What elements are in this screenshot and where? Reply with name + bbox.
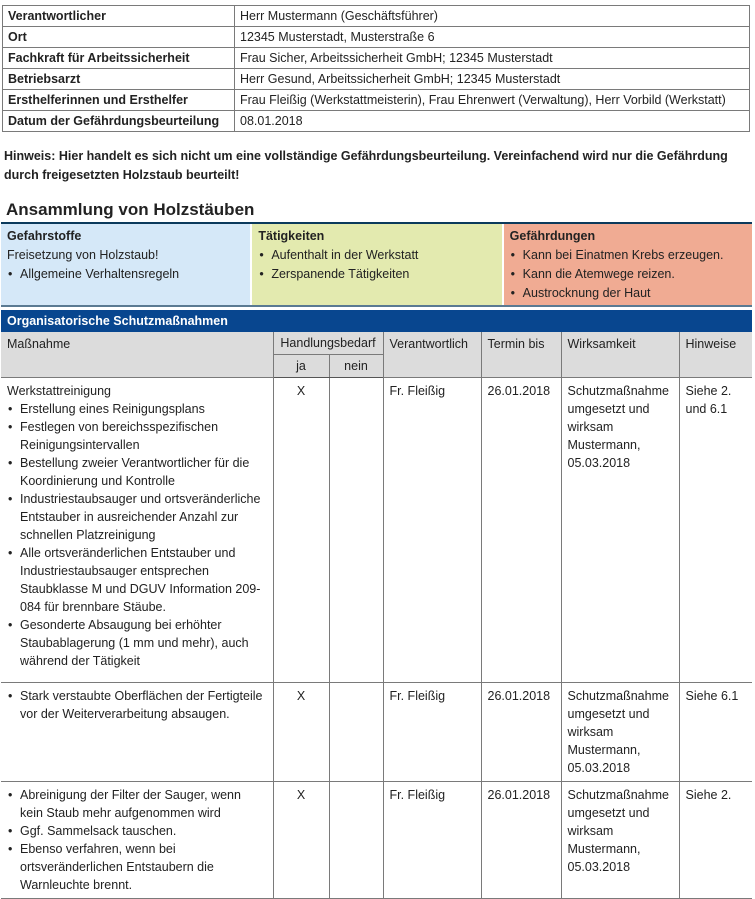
- measure-item: • Industriestaubsauger und ortsveränderliche Entstauber in ausreichender Anzahl zur schnellen Platzreinigung: [7, 490, 267, 544]
- info-row-betriebsarzt: [3, 69, 750, 90]
- measure-cell: [1, 683, 273, 782]
- table-row: [1, 683, 752, 782]
- wirksamkeit-cell: Schutzmaßnahme umgesetzt und wirksam Mustermann, 05.03.2018: [561, 782, 679, 899]
- measures-table: [1, 332, 752, 899]
- hinweise-cell: Siehe 2. und 6.1: [679, 378, 752, 683]
- nein-cell: [329, 683, 383, 782]
- category-title: Gefahrstoffe: [7, 229, 82, 243]
- verantwortlich-cell: Fr. Fleißig: [383, 683, 481, 782]
- info-value: Frau Fleißig (Werkstattmeisterin), Frau Ehrenwert (Verwaltung), Herr Vorbild (Werkstatt): [235, 90, 750, 111]
- verantwortlich-cell: Fr. Fleißig: [383, 378, 481, 683]
- info-value: Herr Gesund, Arbeitssicherheit GmbH; 12345 Musterstadt: [235, 69, 750, 90]
- table-row: [1, 378, 752, 683]
- termin-cell: 26.01.2018: [481, 378, 561, 683]
- category-item: • Aufenthalt in der Werkstatt: [258, 246, 495, 265]
- measure-item: • Stark verstaubte Oberflächen der Fertigteile vor der Weiterverarbeitung absaugen.: [7, 687, 267, 723]
- measure-cell: [1, 378, 273, 683]
- measure-item: • Erstellung eines Reinigungsplans: [7, 400, 267, 418]
- category-boxes: [1, 222, 752, 307]
- info-label: Betriebsarzt: [3, 69, 235, 90]
- ja-cell: X: [273, 683, 329, 782]
- category-text: Freisetzung von Holzstaub!: [7, 248, 159, 262]
- info-label: Datum der Gefährdungsbeurteilung: [3, 111, 235, 132]
- info-row-verantwortlicher: [3, 6, 750, 27]
- info-value: Herr Mustermann (Geschäftsführer): [235, 6, 750, 27]
- nein-cell: [329, 782, 383, 899]
- section-title: Ansammlung von Holzstäuben: [6, 200, 255, 219]
- category-gefahrstoffe: [1, 224, 250, 307]
- category-item: • Kann bei Einatmen Krebs erzeugen.: [510, 246, 746, 265]
- category-item: • Austrocknung der Haut: [510, 284, 746, 303]
- category-item: • Zerspanende Tätigkeiten: [258, 265, 495, 284]
- col-massnahme: Maßnahme: [1, 332, 273, 378]
- col-handlungsbedarf: Handlungsbedarf: [273, 332, 383, 355]
- info-value: Frau Sicher, Arbeitssicherheit GmbH; 12345 Musterstadt: [235, 48, 750, 69]
- measure-item: • Gesonderte Absaugung bei erhöhter Staubablagerung (1 mm und mehr), auch während der Tätigkeit: [7, 616, 267, 670]
- measure-cell: [1, 782, 273, 899]
- nein-cell: [329, 378, 383, 683]
- termin-cell: 26.01.2018: [481, 782, 561, 899]
- info-value: 08.01.2018: [235, 111, 750, 132]
- info-row-fachkraft: [3, 48, 750, 69]
- table-row: [1, 782, 752, 899]
- category-divider: [1, 305, 752, 307]
- ja-cell: X: [273, 782, 329, 899]
- info-label: Verantwortlicher: [3, 6, 235, 27]
- col-wirksamkeit: Wirksamkeit: [561, 332, 679, 378]
- measure-item: • Bestellung zweier Verantwortlicher für die Koordinierung und Kontrolle: [7, 454, 267, 490]
- hinweise-cell: Siehe 2.: [679, 782, 752, 899]
- measure-item: • Ebenso verfahren, wenn bei ortsveränderlichen Entstaubern die Warnleuchte brennt.: [7, 840, 267, 894]
- measure-item: • Ggf. Sammelsack tauschen.: [7, 822, 267, 840]
- measures-title-bar: Organisatorische Schutzmaßnahmen: [1, 310, 752, 332]
- col-verantwortlich: Verantwortlich: [383, 332, 481, 378]
- info-label: Ort: [3, 27, 235, 48]
- category-item: • Allgemeine Verhaltensregeln: [7, 265, 244, 284]
- category-title: Gefährdungen: [509, 229, 596, 243]
- measure-item: • Abreinigung der Filter der Sauger, wenn kein Staub mehr aufgenommen wird: [7, 786, 267, 822]
- termin-cell: 26.01.2018: [481, 683, 561, 782]
- category-title: Tätigkeiten: [258, 229, 325, 243]
- col-termin: Termin bis: [481, 332, 561, 378]
- info-row-ort: [3, 27, 750, 48]
- col-ja: ja: [273, 355, 329, 378]
- category-item: • Kann die Atemwege reizen.: [510, 265, 746, 284]
- measure-heading: Werkstattreinigung: [7, 384, 111, 398]
- verantwortlich-cell: Fr. Fleißig: [383, 782, 481, 899]
- category-gefaehrdungen: [504, 224, 752, 307]
- ja-cell: X: [273, 378, 329, 683]
- col-hinweise: Hinweise: [679, 332, 752, 378]
- info-table: [2, 5, 750, 132]
- measure-item: • Alle ortsveränderlichen Entstauber und Industriestaubsauger entsprechen Staubklasse M und DGUV Information 209-084 für brennbare Stäube.: [7, 544, 267, 616]
- info-row-datum: [3, 111, 750, 132]
- wirksamkeit-cell: Schutzmaßnahme umgesetzt und wirksam Mustermann, 05.03.2018: [561, 683, 679, 782]
- wirksamkeit-cell: Schutzmaßnahme umgesetzt und wirksam Mustermann, 05.03.2018: [561, 378, 679, 683]
- col-nein: nein: [329, 355, 383, 378]
- info-label: Ersthelferinnen und Ersthelfer: [3, 90, 235, 111]
- category-taetigkeiten: [252, 224, 501, 307]
- info-row-ersthelfer: [3, 90, 750, 111]
- hinweise-cell: Siehe 6.1: [679, 683, 752, 782]
- measure-item: • Festlegen von bereichsspezifischen Reinigungsintervallen: [7, 418, 267, 454]
- info-value: 12345 Musterstadt, Musterstraße 6: [235, 27, 750, 48]
- hint-text: Hinweis: Hier handelt es sich nicht um eine vollständige Gefährdungsbeurteilung. Vereinfachend wird nur die Gefährdung durch freigesetzten Holzstaub beurteilt!: [4, 149, 728, 182]
- info-label: Fachkraft für Arbeitssicherheit: [3, 48, 235, 69]
